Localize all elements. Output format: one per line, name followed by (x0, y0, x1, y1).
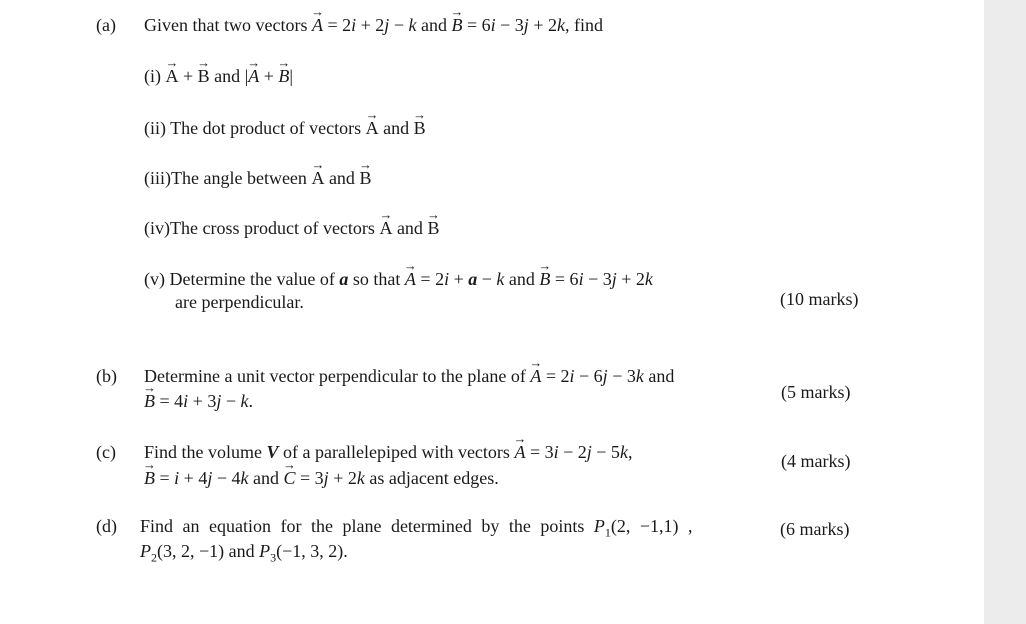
part-a-marks: (10 marks) (780, 289, 859, 309)
part-a-item-i: (i) → A + → B and |→ A + → B| (144, 65, 293, 87)
part-c-line2: → B = i + 4j − 4k and → C = 3j + 2k as adjacent edges. (144, 467, 499, 489)
part-d-label: (d) (96, 516, 117, 536)
part-d-marks: (6 marks) (780, 519, 850, 539)
part-b-line1: Determine a unit vector perpendicular to the plane of → A = 2i − 6j − 3k and (144, 365, 762, 387)
part-a-item-ii: (ii) The dot product of vectors → A and → B (144, 117, 426, 139)
side-panel (984, 0, 1026, 624)
part-c-marks: (4 marks) (781, 451, 851, 471)
part-b-marks: (5 marks) (781, 382, 851, 402)
part-c-line1: Find the volume V of a parallelepiped with vectors → A = 3i − 2j − 5k, (144, 441, 632, 463)
part-b-line2: → B = 4i + 3j − k. (144, 390, 253, 412)
part-a-item-iii: (iii)The angle between → A and → B (144, 167, 371, 189)
part-c-label: (c) (96, 442, 116, 462)
part-d-line1: Find an equation for the plane determined by the points $P_1(2$, −1,1) , (140, 516, 693, 540)
part-d-line2: $P_2(3$, 2, −1) and $P_3(-1$, 3, 2). (140, 541, 348, 565)
part-b-label: (b) (96, 366, 117, 386)
part-a-label: (a) (96, 15, 116, 35)
part-a-intro: Given that two vectors → A = 2i + 2j − k and → B = 6i − 3j + 2k, find (144, 14, 603, 36)
part-a-item-v-line2: are perpendicular. (175, 292, 304, 312)
part-a-item-iv: (iv)The cross product of vectors → A and → B (144, 217, 439, 239)
part-a-item-v-line1: (v) Determine the value of a so that → A = 2i + a − k and → B = 6i − 3j + 2k (144, 268, 653, 290)
